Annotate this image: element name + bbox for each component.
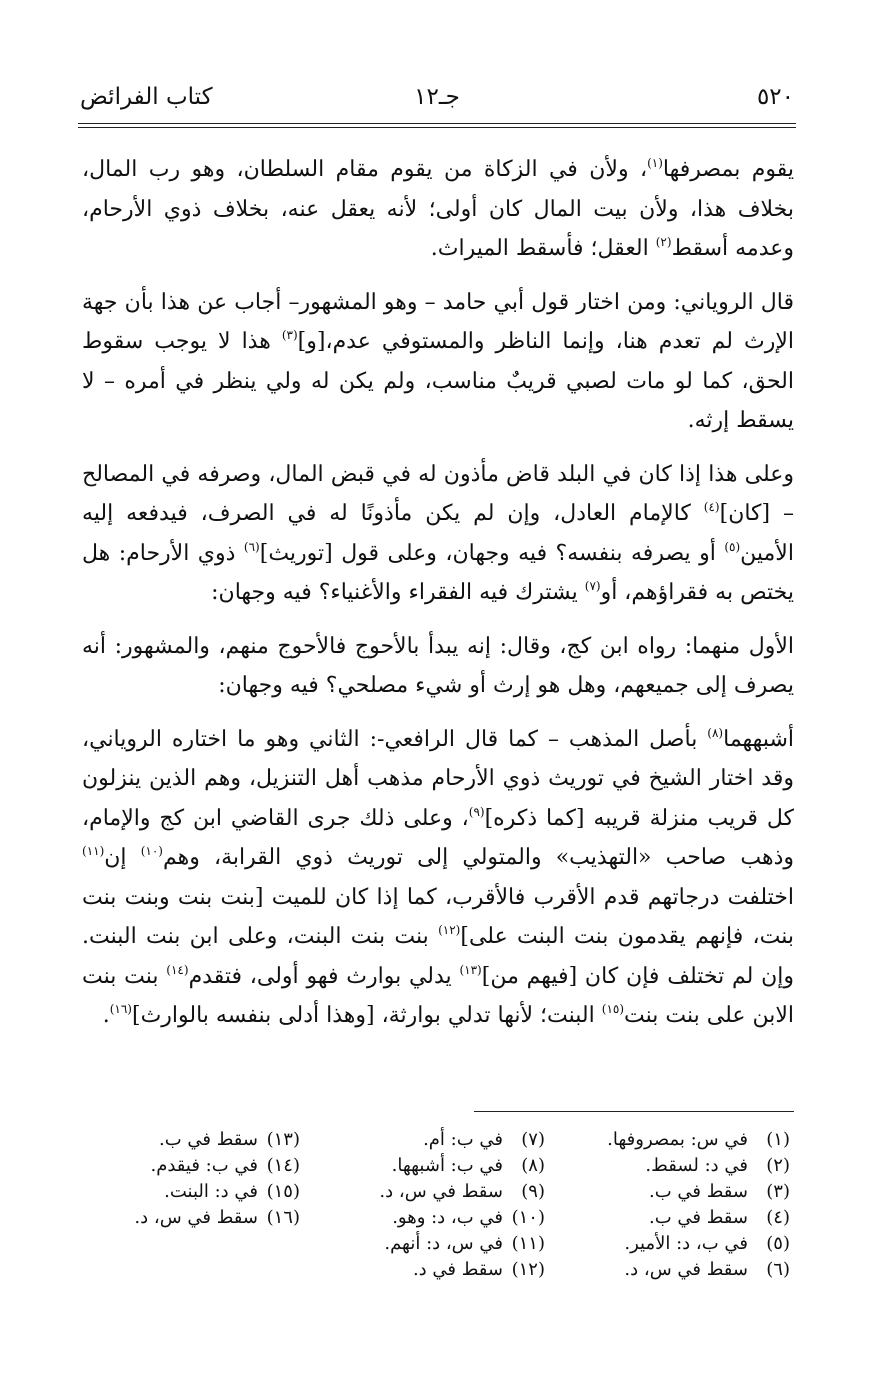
paragraph — [82, 283, 794, 441]
footnote-separator — [474, 1111, 794, 1112]
paragraph — [82, 720, 794, 1036]
footnote-ref: (٤) — [703, 500, 720, 514]
text-run: . — [102, 1003, 110, 1028]
footnote — [560, 1257, 790, 1283]
volume-label: جـ١٢ — [414, 84, 460, 110]
footnote-ref: (١٥) — [601, 1002, 625, 1016]
footnote-text: سقط في ب. — [159, 1129, 258, 1150]
footnote-number: (١٤) — [266, 1155, 300, 1176]
text-run: ، وعلى ذلك جرى القاضي ابن كج والإمام، وذهب صاحب «التهذيب» والمتولي إلى توريث ذوي القرابة، وهم — [82, 805, 795, 870]
footnote — [560, 1231, 790, 1257]
footnote-text: سقط في ب. — [649, 1207, 748, 1228]
text-run: ذوي الأرحام: هل يختص به فقراؤهم، أو — [82, 540, 794, 605]
text-run: بنت بنت البنت، وعلى ابن بنت البنت. وإن لم تختلف فإن كان [فيهم من] — [82, 924, 795, 989]
footnote-ref: (١٦) — [109, 1002, 132, 1016]
footnote-ref: (٦) — [243, 539, 260, 554]
footnote — [335, 1257, 545, 1283]
footnote — [335, 1153, 545, 1179]
text-run: يقوم بمصرفها — [662, 157, 794, 182]
paragraph — [82, 455, 794, 613]
text-run: وعلى هذا إذا كان في البلد قاض مأذون له في قبض المال، وصرفه في المصالح – [كان] — [82, 461, 794, 526]
footnote-column — [560, 1127, 790, 1283]
text-run: قال الروياني: ومن اختار قول أبي حامد – وهو المشهور– أجاب عن هذا بأن جهة الإرث لم تعدم هنا، وإنما الناظر والمستوفي عدم،[و] — [82, 289, 794, 354]
text-run: أشبههما — [723, 726, 794, 752]
footnote-column — [100, 1127, 300, 1231]
footnote-number: (٤) — [766, 1207, 790, 1228]
footnote-number: (١) — [766, 1129, 790, 1150]
text-run: يدلي بوارث فهو أولى، فتقدم — [188, 963, 460, 989]
footnote-ref: (١) — [647, 156, 663, 170]
footnote-number: (١٥) — [266, 1181, 300, 1202]
text-run: يشترك فيه الفقراء والأغنياء؟ فيه وجهان: — [211, 580, 585, 605]
footnote-text: سقط في د. — [412, 1259, 503, 1280]
text-run: بأصل المذهب – كما قال الرافعي-: الثاني وهو ما اختاره الروياني، وقد اختار الشيخ في توريث ذوي الأرحام مذهب أهل التنزيل، وهم الذين ينزلون كل قريب منزلة قريبه [كما ذكره] — [82, 726, 794, 831]
footnote-text: في ب: أشبهها. — [391, 1155, 503, 1176]
footnote — [335, 1205, 545, 1231]
footnote — [560, 1153, 790, 1179]
footnotes — [100, 1127, 790, 1317]
footnote — [100, 1127, 300, 1153]
footnote-ref: (٢) — [655, 235, 672, 249]
footnote-number: (٧) — [521, 1129, 545, 1150]
footnote-number: (٣) — [766, 1181, 790, 1202]
footnote-number: (٩) — [521, 1181, 545, 1202]
running-header — [78, 80, 796, 120]
footnote-text: في ب: أم. — [423, 1129, 503, 1150]
text-run: اختلفت درجاتهم قدم الأقرب فالأقرب، كما إذا كان للميت [بنت بنت وبنت بنت بنت، فإنهم يقدمون بنت البنت على] — [82, 884, 794, 949]
text-run: إن — [104, 845, 141, 870]
text-run: البنت؛ لأنها تدلي بوارثة، [وهذا أدلى بنفسه بالوارث] — [131, 1003, 602, 1028]
footnote-number: (٢) — [766, 1155, 790, 1176]
text-run: كالإمام العادل، وإن لم يكن مأذونًا له في الصرف، فيدفعه إليه الأمين — [82, 501, 794, 566]
page-number: ٥٢٠ — [756, 84, 794, 110]
footnote-ref: (٨) — [707, 725, 724, 740]
footnote — [335, 1127, 545, 1153]
footnote — [335, 1179, 545, 1205]
footnote-text: سقط في س، د. — [134, 1207, 258, 1228]
footnote-number: (١٢) — [511, 1259, 545, 1280]
header-rule — [78, 127, 796, 128]
footnote — [100, 1179, 300, 1205]
footnote-ref: (١٤) — [166, 962, 189, 977]
footnote-text: في ب، د: وهو. — [392, 1207, 503, 1228]
footnote — [560, 1205, 790, 1231]
paragraph — [82, 150, 794, 269]
footnote-number: (١١) — [511, 1233, 545, 1254]
footnote-number: (٨) — [521, 1155, 545, 1176]
footnote-ref: (١٢) — [438, 923, 461, 937]
footnote-text: في ب: فيقدم. — [150, 1155, 258, 1176]
footnote-text: في د: البنت. — [164, 1181, 258, 1202]
text-run: العقل؛ فأسقط الميراث. — [430, 236, 656, 261]
footnote-ref: (٣) — [281, 328, 298, 342]
footnote-number: (٥) — [766, 1233, 790, 1254]
footnote-number: (١٣) — [266, 1129, 300, 1150]
footnote-number: (١٠) — [511, 1207, 545, 1228]
main-text — [82, 150, 794, 1050]
text-run: أو يصرفه بنفسه؟ فيه وجهان، وعلى قول [توريث] — [259, 540, 725, 566]
footnote-text: سقط في س، د. — [624, 1259, 748, 1280]
footnote — [100, 1153, 300, 1179]
footnote-ref: (٥) — [724, 539, 741, 554]
text-run: الأول منهما: رواه ابن كج، وقال: إنه يبدأ بالأحوج فالأحوج منهم، والمشهور: أنه يصرف إلى جميعهم، وهل هو إرث أو شيء مصلحي؟ فيه وجهان: — [82, 633, 794, 698]
footnote-number: (١٦) — [266, 1207, 300, 1228]
footnote-text: سقط في ب. — [649, 1181, 748, 1202]
footnote-text: في ب، د: الأمير. — [624, 1233, 748, 1254]
footnote-text: في س: بمصروفها. — [607, 1129, 748, 1150]
text-run: بنت بنت الابن على بنت بنت — [82, 963, 794, 1028]
footnote-ref: (٧) — [584, 579, 601, 593]
header-rule — [78, 123, 796, 124]
footnote — [335, 1231, 545, 1257]
paragraph — [82, 627, 794, 706]
footnote-ref: (١٠) — [140, 844, 163, 858]
footnote — [560, 1127, 790, 1153]
footnote-ref: (١١) — [82, 844, 105, 858]
book-title: كتاب الفرائض — [80, 84, 213, 110]
footnote-ref: (١٣) — [459, 962, 482, 977]
text-run: هذا لا يوجب سقوط الحق، كما لو مات لصبي قريبٌ مناسب، ولم يكن له ولي ينظر في أمره – لا يسقط إرثه. — [82, 329, 794, 433]
footnote — [100, 1205, 300, 1231]
footnote-number: (٦) — [766, 1259, 790, 1280]
text-run: ، ولأن في الزكاة من يقوم مقام السلطان، وهو رب المال، بخلاف هذا، ولأن بيت المال كان أولى؛ لأنه يعقل عنه، بخلاف ذوي الأرحام، وعدمه أسقط — [82, 157, 794, 261]
footnote-text: في س، د: أنهم. — [384, 1233, 503, 1254]
footnote-text: سقط في س، د. — [379, 1181, 503, 1202]
footnote — [560, 1179, 790, 1205]
footnote-column — [335, 1127, 545, 1283]
footnote-text: في د: لسقط. — [645, 1155, 748, 1176]
footnote-ref: (٩) — [468, 804, 485, 819]
